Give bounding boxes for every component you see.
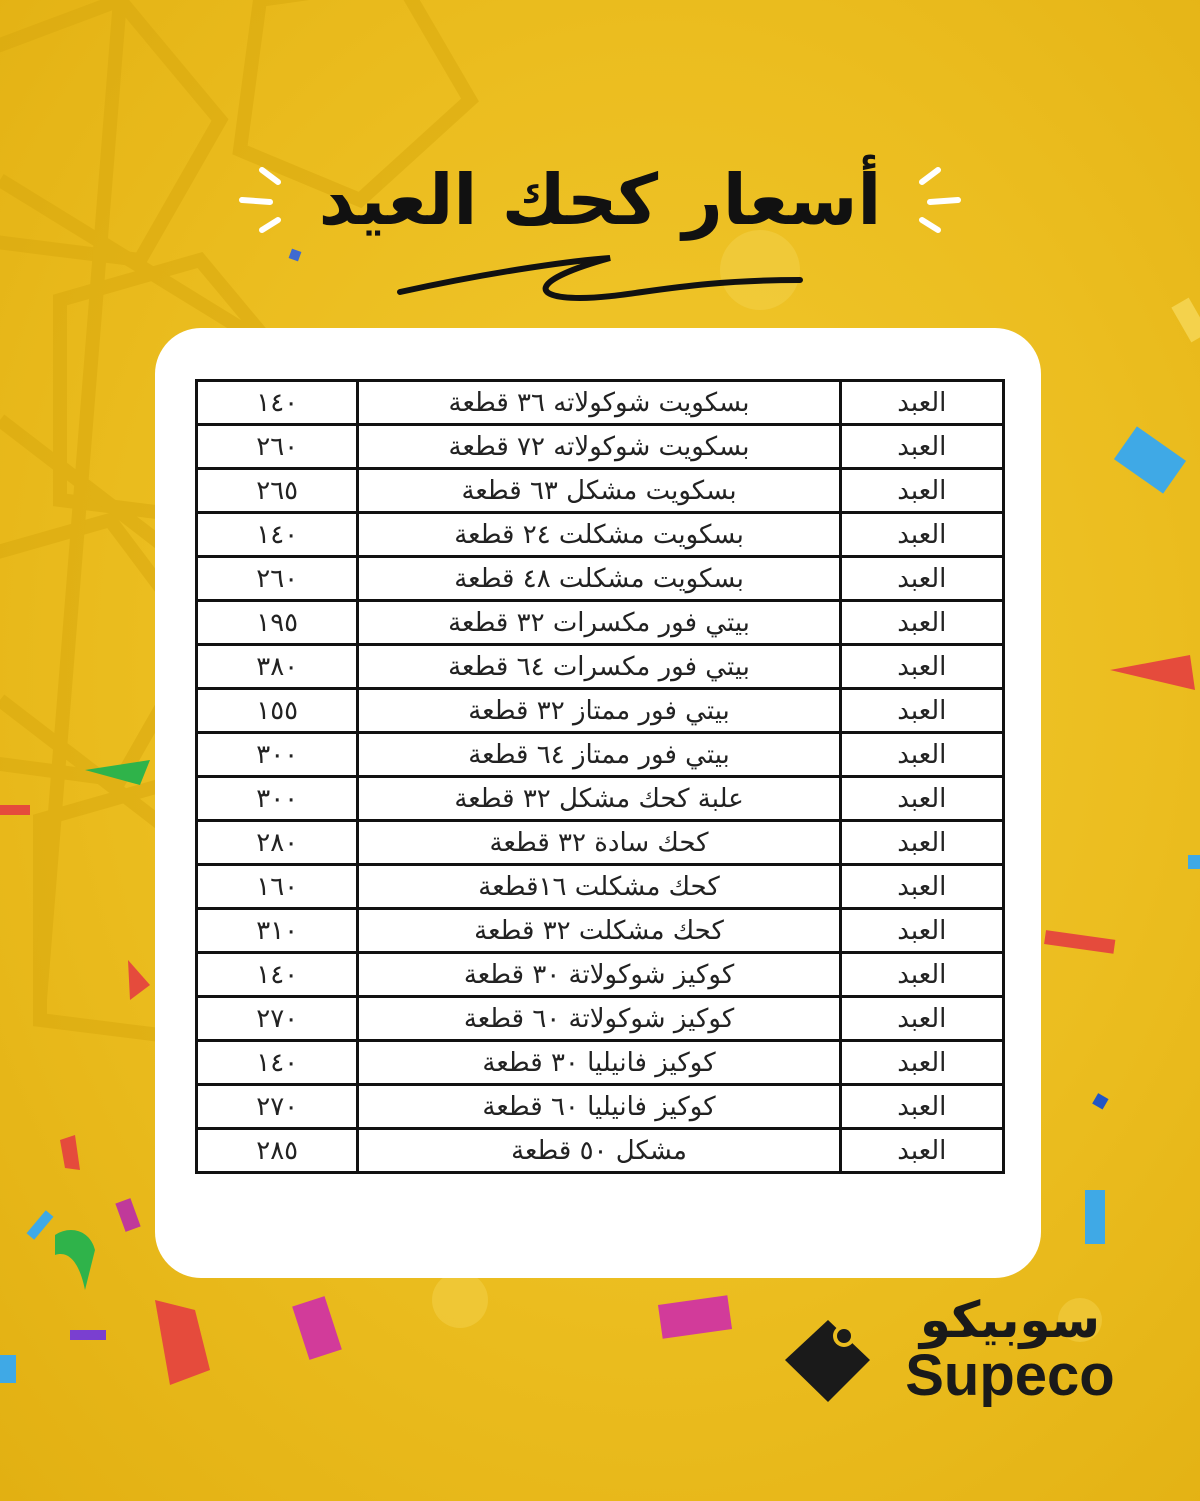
price-cell: ١٤٠ bbox=[197, 1041, 358, 1085]
table-row bbox=[197, 909, 1004, 953]
table-row bbox=[197, 953, 1004, 997]
item-cell: بيتي فور مكسرات ٦٤ قطعة bbox=[358, 645, 840, 689]
table-row bbox=[197, 689, 1004, 733]
category-cell: العبد bbox=[840, 425, 1003, 469]
category-cell: العبد bbox=[840, 909, 1003, 953]
price-cell: ١٤٠ bbox=[197, 953, 358, 997]
table-row bbox=[197, 645, 1004, 689]
price-cell: ٢٨٠ bbox=[197, 821, 358, 865]
category-cell: العبد bbox=[840, 821, 1003, 865]
price-card bbox=[155, 328, 1041, 1278]
logo-arabic-text: سوبيكو bbox=[919, 1291, 1101, 1349]
category-cell: العبد bbox=[840, 601, 1003, 645]
category-cell: العبد bbox=[840, 997, 1003, 1041]
underline-squiggle bbox=[400, 258, 800, 298]
table-row bbox=[197, 425, 1004, 469]
price-cell: ١٤٠ bbox=[197, 513, 358, 557]
item-cell: كحك مشكلت ١٦قطعة bbox=[358, 865, 840, 909]
price-cell: ٢٧٠ bbox=[197, 1085, 358, 1129]
price-table bbox=[195, 379, 1005, 1174]
item-cell: كوكيز فانيليا ٣٠ قطعة bbox=[358, 1041, 840, 1085]
page-title: أسعار كحك العيد bbox=[318, 159, 882, 241]
category-cell: العبد bbox=[840, 645, 1003, 689]
supeco-logo bbox=[780, 1290, 1140, 1420]
header bbox=[200, 130, 1000, 310]
item-cell: كحك مشكلت ٣٢ قطعة bbox=[358, 909, 840, 953]
table-row bbox=[197, 997, 1004, 1041]
table-row bbox=[197, 865, 1004, 909]
price-cell: ٣٠٠ bbox=[197, 777, 358, 821]
item-cell: كوكيز شوكولاتة ٦٠ قطعة bbox=[358, 997, 840, 1041]
item-cell: بسكويت شوكولاته ٧٢ قطعة bbox=[358, 425, 840, 469]
table-row bbox=[197, 1129, 1004, 1173]
item-cell: بسكويت شوكولاته ٣٦ قطعة bbox=[358, 381, 840, 425]
item-cell: مشكل ٥٠ قطعة bbox=[358, 1129, 840, 1173]
price-cell: ٢٦٠ bbox=[197, 557, 358, 601]
category-cell: العبد bbox=[840, 469, 1003, 513]
item-cell: بسكويت مشكلت ٤٨ قطعة bbox=[358, 557, 840, 601]
table-row bbox=[197, 1085, 1004, 1129]
price-cell: ٣٠٠ bbox=[197, 733, 358, 777]
category-cell: العبد bbox=[840, 733, 1003, 777]
item-cell: بيتي فور ممتاز ٣٢ قطعة bbox=[358, 689, 840, 733]
price-cell: ٣٨٠ bbox=[197, 645, 358, 689]
item-cell: بسكويت مشكلت ٢٤ قطعة bbox=[358, 513, 840, 557]
price-cell: ٢٦٥ bbox=[197, 469, 358, 513]
price-cell: ١٥٥ bbox=[197, 689, 358, 733]
price-cell: ٣١٠ bbox=[197, 909, 358, 953]
item-cell: بيتي فور مكسرات ٣٢ قطعة bbox=[358, 601, 840, 645]
table-row bbox=[197, 469, 1004, 513]
price-cell: ٢٧٠ bbox=[197, 997, 358, 1041]
category-cell: العبد bbox=[840, 557, 1003, 601]
table-row bbox=[197, 513, 1004, 557]
table-row bbox=[197, 601, 1004, 645]
item-cell: كوكيز شوكولاتة ٣٠ قطعة bbox=[358, 953, 840, 997]
item-cell: علبة كحك مشكل ٣٢ قطعة bbox=[358, 777, 840, 821]
table-row bbox=[197, 777, 1004, 821]
category-cell: العبد bbox=[840, 1085, 1003, 1129]
item-cell: بسكويت مشكل ٦٣ قطعة bbox=[358, 469, 840, 513]
price-cell: ٢٦٠ bbox=[197, 425, 358, 469]
category-cell: العبد bbox=[840, 953, 1003, 997]
category-cell: العبد bbox=[840, 865, 1003, 909]
table-row bbox=[197, 733, 1004, 777]
table-row bbox=[197, 821, 1004, 865]
table-row bbox=[197, 557, 1004, 601]
item-cell: بيتي فور ممتاز ٦٤ قطعة bbox=[358, 733, 840, 777]
table-row bbox=[197, 381, 1004, 425]
price-cell: ١٤٠ bbox=[197, 381, 358, 425]
logo-latin-text: Supeco bbox=[905, 1343, 1115, 1408]
price-cell: ٢٨٥ bbox=[197, 1129, 358, 1173]
category-cell: العبد bbox=[840, 381, 1003, 425]
category-cell: العبد bbox=[840, 513, 1003, 557]
item-cell: كوكيز فانيليا ٦٠ قطعة bbox=[358, 1085, 840, 1129]
supeco-logo-icon bbox=[780, 1310, 890, 1410]
category-cell: العبد bbox=[840, 1041, 1003, 1085]
table-row bbox=[197, 1041, 1004, 1085]
category-cell: العبد bbox=[840, 689, 1003, 733]
item-cell: كحك سادة ٣٢ قطعة bbox=[358, 821, 840, 865]
category-cell: العبد bbox=[840, 1129, 1003, 1173]
price-cell: ١٦٠ bbox=[197, 865, 358, 909]
category-cell: العبد bbox=[840, 777, 1003, 821]
price-cell: ١٩٥ bbox=[197, 601, 358, 645]
